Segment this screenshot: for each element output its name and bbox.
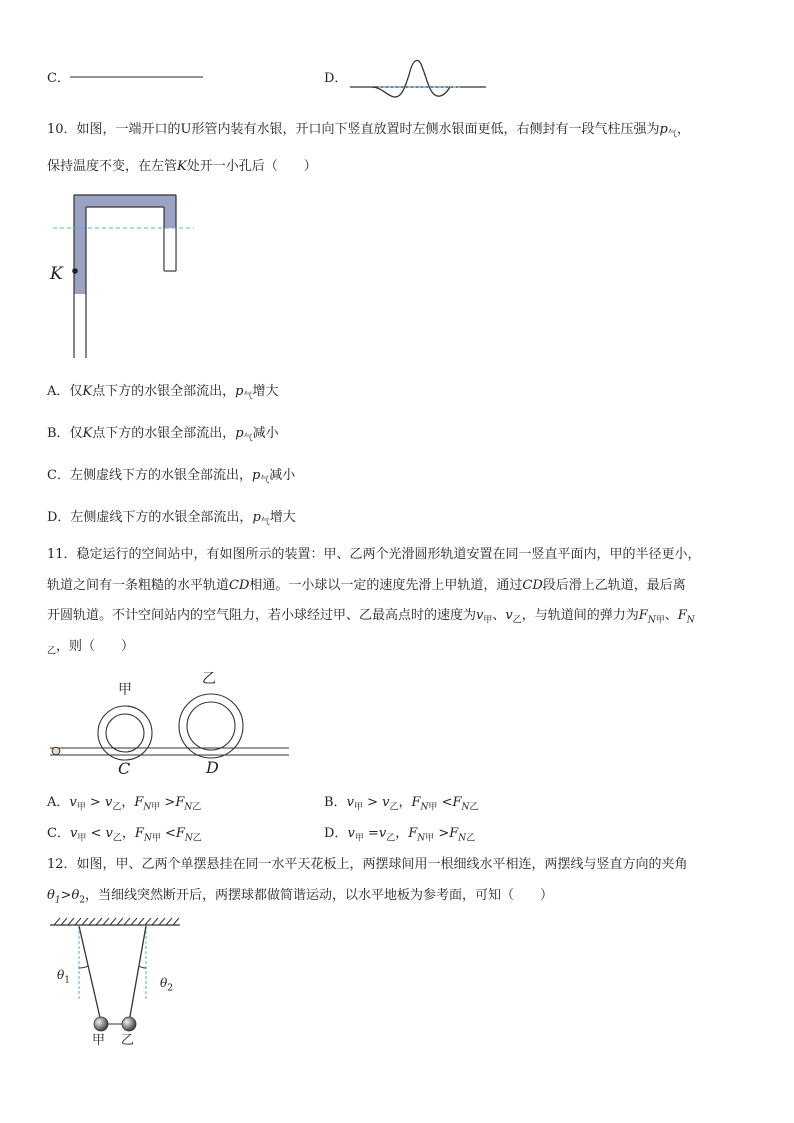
q11-stem-line4: $_乙$，则（ ） — [47, 639, 135, 657]
q10-option-c: C．左侧虚线下方的水银全部流出，$p_气$减小 — [47, 468, 296, 486]
q11-figure-label-jia: 甲 — [118, 682, 132, 698]
q12-figure-label-yi: 乙 — [121, 1033, 135, 1048]
q11-stem-line1: 11．稳定运行的空间站中，有如图所示的装置：甲、乙两个光滑圆形轨道安置在同一竖直平面内，甲的半径更小， — [47, 547, 701, 562]
q11-figure-label-d: D — [206, 758, 219, 777]
q11-option-d: D．$v_甲 =v_乙$，$F_{N甲} >F_{N乙}$ — [324, 826, 476, 844]
q11-stem-line2: 轨道之间有一条粗糙的水平轨道CD相通。一小球以一定的速度先滑上甲轨道，通过CD段后滑上乙轨道，最后离 — [47, 578, 686, 593]
q10-option-d: D．左侧虚线下方的水银全部流出，$p_气$增大 — [47, 510, 296, 528]
q10-figure-k-label: K — [50, 264, 63, 284]
q10-option-a: A．仅K点下方的水银全部流出，$p_气$增大 — [47, 384, 279, 402]
q11-option-a: A．$v_甲 > v_乙$，$F_{N甲} >F_{N乙}$ — [47, 795, 202, 813]
q12-figure-theta1: $\theta_1$ — [57, 968, 70, 986]
q12-figure-theta2: $\theta_2$ — [160, 976, 173, 994]
q11-option-b: B．$v_甲 > v_乙$，$F_{N甲} <F_{N乙}$ — [324, 795, 479, 813]
q11-figure-label-yi: 乙 — [202, 671, 216, 687]
q12-figure-label-jia: 甲 — [92, 1033, 106, 1048]
q12-stem-line2: $\theta_1>\theta_2$，当细线突然断开后，两摆球都做简谐运动，以水平地板为参考面，可知（ ） — [47, 888, 554, 906]
q12-stem-line1: 12．如图，甲、乙两个单摆悬挂在同一水平天花板上，两摆球间用一根细线水平相连，两摆线与竖直方向的夹角 — [47, 857, 688, 872]
q11-stem-line3: 开圆轨道。不计空间站内的空气阻力，若小球经过甲、乙最高点时的速度为$v_甲$、$v_乙$，与轨道间的弹力为$F_{N甲}$、$F_N$ — [47, 608, 695, 626]
q11-figure-label-c: C — [118, 759, 131, 778]
q10-stem-line2: 保持温度不变，在左管K处开一小孔后（ ） — [47, 159, 317, 174]
q10-stem-line1: 10．如图，一端开口的U形管内装有水银，开口向下竖直放置时左侧水银面更低，右侧封有一段气柱压强为$p_气$， — [47, 122, 690, 140]
q10-option-b: B．仅K点下方的水银全部流出，$p_气$减小 — [47, 426, 279, 444]
q11-option-c: C．$v_甲 < v_乙$，$F_{N甲} <F_{N乙}$ — [47, 826, 202, 844]
q9-option-c-label: C． — [47, 71, 70, 86]
q9-option-d-label: D． — [324, 71, 348, 86]
